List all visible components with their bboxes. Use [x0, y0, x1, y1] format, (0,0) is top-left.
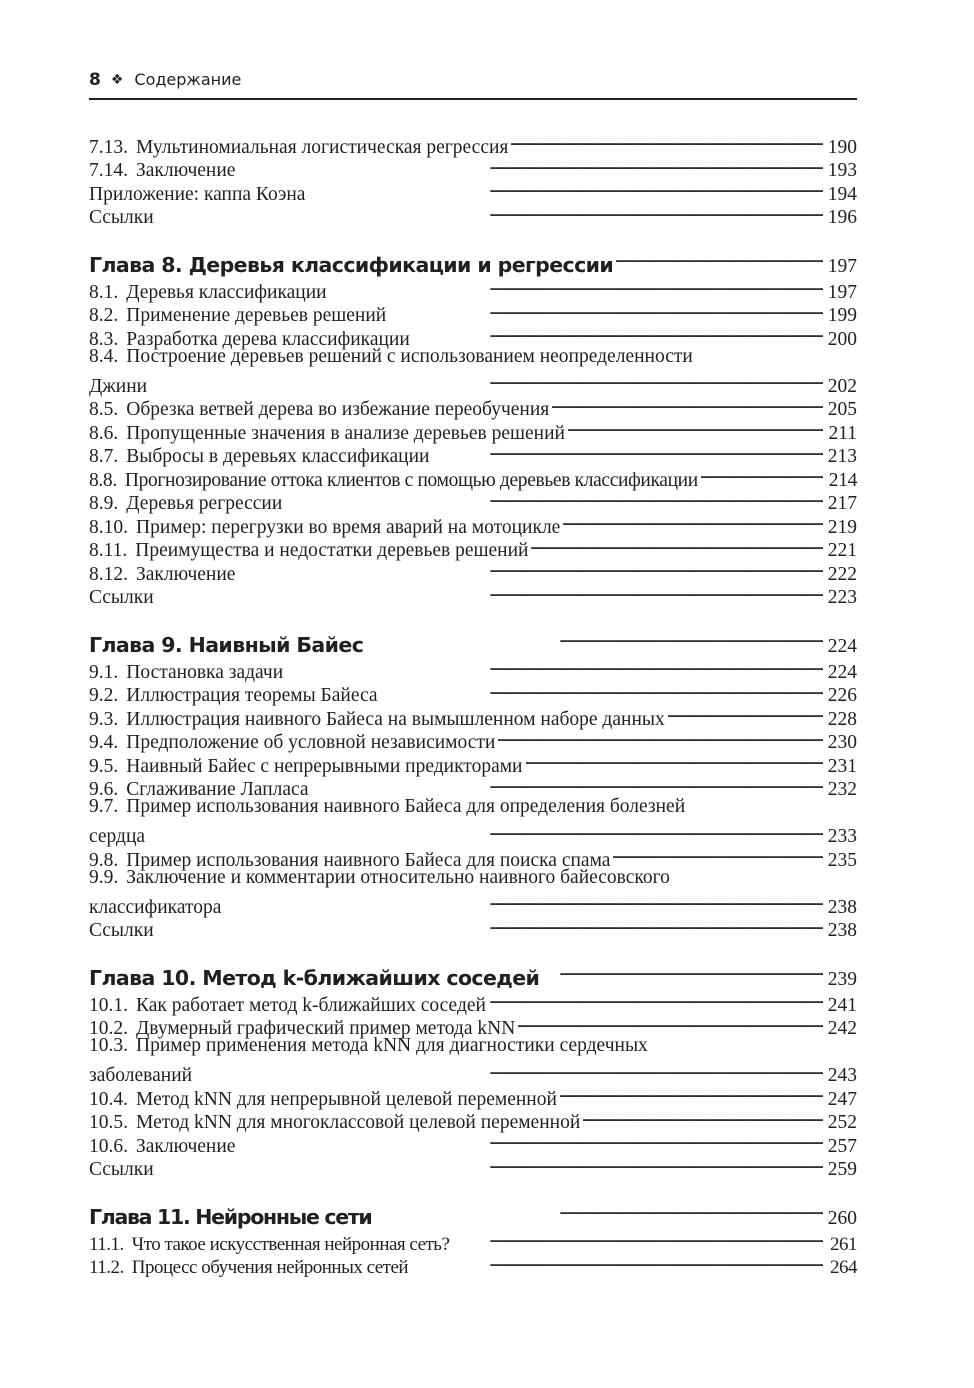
toc-entry[interactable] — [89, 913, 857, 941]
entry-number: 7.14. — [89, 160, 128, 181]
entry-title: Заключение — [136, 160, 236, 181]
entry-page: 223 — [827, 587, 857, 608]
entry-page: 243 — [827, 1065, 857, 1086]
dot-leader — [157, 200, 823, 224]
dot-leader — [413, 321, 823, 345]
dot-leader — [518, 1011, 823, 1035]
dot-leader — [568, 415, 823, 439]
entry-number: 9.4. — [89, 732, 119, 753]
dot-leader — [616, 244, 823, 272]
entry-title: Заключение — [136, 563, 236, 585]
entry-title: Разработка дерева классификации — [126, 328, 410, 350]
toc-entry-line1[interactable] — [89, 345, 857, 369]
entry-number: 9.1. — [89, 661, 119, 683]
toc-entry[interactable] — [89, 368, 857, 397]
toc-entry[interactable] — [89, 889, 857, 918]
entry-title: Деревья регрессии — [126, 493, 283, 514]
chapter-heading[interactable] — [89, 1196, 857, 1229]
chapter-page: 260 — [827, 1208, 857, 1229]
toc-entry[interactable] — [89, 1058, 857, 1086]
entry-number: 8.8. — [89, 469, 117, 491]
chapter-title: Глава 11. Нейронные сети — [89, 1205, 372, 1229]
entry-page: 264 — [830, 1257, 857, 1278]
entry-number: 8.9. — [89, 493, 119, 514]
dot-leader — [148, 819, 823, 843]
entry-page: 257 — [827, 1135, 857, 1157]
entry-page: 261 — [830, 1233, 857, 1255]
dot-leader — [157, 1152, 823, 1176]
entry-page: 217 — [827, 493, 857, 514]
entry-number: 8.2. — [89, 305, 119, 326]
toc-entry[interactable] — [89, 842, 857, 871]
entry-title: Приложение: каппа Коэна — [89, 183, 306, 205]
entry-number: 9.7. — [89, 796, 119, 817]
dot-leader — [701, 462, 823, 486]
running-head-title: Содержание — [134, 70, 242, 89]
dot-leader — [285, 486, 823, 510]
chapter-heading[interactable] — [89, 957, 857, 990]
entry-title: Пример использования наивного Байеса для поиска спама — [126, 849, 611, 871]
toc-entry[interactable] — [89, 200, 857, 228]
header-rule — [89, 98, 857, 100]
entry-number: 9.2. — [89, 685, 119, 706]
dot-leader — [489, 987, 823, 1011]
entry-title: Иллюстрация теоремы Байеса — [126, 685, 378, 706]
entry-title: Выбросы в деревьях классификации — [126, 446, 430, 467]
entry-page: 242 — [827, 1018, 857, 1039]
entry-title: Преимущества и недостатки деревьев решений — [135, 540, 529, 561]
entry-page: 194 — [827, 183, 857, 205]
dot-leader — [452, 1226, 823, 1250]
entry-title-line2: классификатора — [89, 896, 222, 918]
entry-title: Предположение об условной независимости — [126, 732, 496, 753]
entry-title: Наивный Байес с непрерывными предикторами — [126, 755, 523, 777]
entry-page: 238 — [827, 920, 857, 941]
entry-number: 11.2. — [89, 1257, 124, 1278]
dot-leader — [552, 392, 823, 416]
toc-entry[interactable] — [89, 129, 857, 158]
entry-number: 10.1. — [89, 994, 128, 1016]
entry-page: 205 — [827, 399, 857, 420]
dot-leader — [411, 1250, 823, 1274]
dot-leader — [157, 913, 823, 937]
dot-leader — [195, 1058, 823, 1082]
dot-leader — [668, 701, 823, 725]
entry-number: 8.6. — [89, 422, 119, 444]
entry-page: 226 — [827, 685, 857, 706]
entry-page: 232 — [827, 779, 857, 800]
entry-page: 193 — [827, 160, 857, 181]
dot-leader — [526, 748, 824, 772]
entry-page: 222 — [827, 563, 857, 585]
toc-entry[interactable] — [89, 1081, 857, 1110]
entry-title-line1: Заключение и комментарии относительно наивного байесовского — [126, 866, 670, 888]
entry-page: 211 — [828, 422, 857, 444]
entry-page: 252 — [827, 1112, 857, 1133]
entry-page: 213 — [827, 446, 857, 467]
entry-title: Иллюстрация наивного Байеса на вымышленном наборе данных — [126, 708, 665, 730]
entry-number: 9.3. — [89, 708, 119, 730]
entry-number: 9.5. — [89, 755, 119, 777]
chapter-heading[interactable] — [89, 244, 857, 277]
dot-leader — [238, 556, 823, 580]
dot-leader — [308, 176, 823, 200]
entry-page: 259 — [827, 1159, 857, 1180]
entry-title: Постановка задачи — [126, 661, 284, 683]
entry-number: 8.4. — [89, 345, 119, 367]
entry-page: 235 — [827, 849, 857, 871]
entry-number: 9.6. — [89, 779, 119, 800]
entry-page: 247 — [827, 1088, 857, 1110]
entry-page: 214 — [828, 469, 857, 491]
entry-number: 10.2. — [89, 1018, 128, 1039]
dot-leader — [560, 1081, 823, 1105]
entry-number: 10.6. — [89, 1135, 128, 1157]
entry-page: 231 — [827, 755, 857, 777]
entry-title-line1: Построение деревьев решений с использованием неопределенности — [126, 345, 693, 367]
dot-leader — [542, 957, 823, 985]
entry-title: Сглаживание Лапласа — [126, 779, 309, 800]
dot-leader — [613, 842, 823, 866]
entry-title: Метод kNN для непрерывной целевой переменной — [136, 1088, 557, 1110]
chapter-page: 197 — [827, 256, 857, 277]
chapter-page: 239 — [827, 969, 857, 990]
entry-title-line1: Пример использования наивного Байеса для определения болезней — [126, 796, 686, 817]
table-of-contents — [89, 129, 857, 1278]
dot-leader — [312, 772, 823, 796]
entry-page: 221 — [827, 540, 857, 561]
entry-page: 197 — [827, 281, 857, 303]
dot-leader — [583, 1105, 823, 1129]
dot-leader — [238, 1128, 823, 1152]
entry-page: 219 — [827, 516, 857, 538]
dot-leader — [366, 624, 823, 652]
entry-title: Метод kNN для многоклассовой целевой переменной — [136, 1112, 581, 1133]
entry-title: Мультиномиальная логистическая регрессия — [136, 136, 509, 158]
entry-title: Пропущенные значения в анализе деревьев решений — [126, 422, 565, 444]
toc-entry[interactable] — [89, 580, 857, 608]
entry-title-line2: сердца — [89, 826, 146, 847]
entry-title: Пример: перегрузки во время аварий на мотоцикле — [136, 516, 561, 538]
dot-leader — [150, 368, 823, 392]
dot-leader — [563, 509, 823, 533]
entry-title: Как работает метод k-ближайших соседей — [136, 994, 486, 1016]
entry-title: Обрезка ветвей дерева во избежание переобучения — [126, 399, 550, 420]
entry-number: 10.4. — [89, 1088, 128, 1110]
entry-page: 200 — [827, 328, 857, 350]
dot-leader — [224, 889, 823, 913]
running-head — [89, 70, 857, 94]
entry-number: 8.5. — [89, 399, 119, 420]
entry-title: Ссылки — [89, 587, 154, 608]
entry-number: 8.11. — [89, 540, 128, 561]
entry-page: 230 — [827, 732, 857, 753]
dot-leader — [375, 1196, 824, 1224]
entry-title-line2: Джини — [89, 375, 148, 397]
dot-leader — [238, 153, 823, 177]
entry-number: 8.12. — [89, 563, 128, 585]
entry-title: Прогнозирование оттока клиентов с помощью деревьев классификации — [124, 469, 698, 491]
toc-page — [89, 70, 857, 1278]
entry-title: Применение деревьев решений — [126, 305, 387, 326]
entry-title: Заключение — [136, 1135, 236, 1157]
dot-leader — [157, 580, 823, 604]
entry-page: 199 — [827, 305, 857, 326]
dot-leader — [389, 298, 823, 322]
entry-page: 202 — [827, 375, 857, 397]
ornament-icon: ❖ — [110, 72, 124, 88]
dot-leader — [432, 439, 823, 463]
chapter-title: Глава 8. Деревья классификации и регрессии — [89, 253, 614, 277]
entry-page: 190 — [827, 136, 857, 158]
toc-entry[interactable] — [89, 819, 857, 847]
entry-page: 233 — [827, 826, 857, 847]
toc-entry[interactable] — [89, 392, 857, 420]
entry-number: 9.8. — [89, 849, 119, 871]
toc-entry-line1[interactable] — [89, 866, 857, 890]
entry-title: Процесс обучения нейронных сетей — [131, 1257, 409, 1278]
entry-number: 8.7. — [89, 446, 119, 467]
dot-leader — [286, 654, 823, 678]
entry-number: 8.1. — [89, 281, 119, 303]
chapter-page: 224 — [827, 636, 857, 657]
toc-entry-line1[interactable] — [89, 1034, 857, 1058]
chapter-heading[interactable] — [89, 624, 857, 657]
entry-page: 228 — [827, 708, 857, 730]
entry-title-line1: Пример применения метода kNN для диагностики сердечных — [136, 1035, 648, 1056]
entry-title-line2: заболеваний — [89, 1065, 193, 1086]
entry-page: 196 — [827, 207, 857, 228]
entry-title: Ссылки — [89, 207, 154, 228]
toc-entry-line1[interactable] — [89, 795, 857, 819]
entry-page: 241 — [827, 994, 857, 1016]
entry-number: 10.5. — [89, 1112, 128, 1133]
entry-title: Деревья классификации — [126, 281, 327, 303]
entry-number: 8.3. — [89, 328, 119, 350]
entry-page: 224 — [827, 661, 857, 683]
entry-number: 8.10. — [89, 516, 128, 538]
page-number: 8 — [89, 70, 101, 90]
entry-number: 10.3. — [89, 1035, 128, 1056]
entry-number: 11.1. — [89, 1233, 124, 1255]
dot-leader — [381, 678, 823, 702]
chapter-title: Глава 10. Метод k-ближайших соседей — [89, 966, 540, 990]
entry-number: 7.13. — [89, 136, 128, 158]
dot-leader — [531, 533, 823, 557]
toc-entry[interactable] — [89, 1152, 857, 1180]
dot-leader — [511, 129, 823, 153]
entry-page: 238 — [827, 896, 857, 918]
dot-leader — [498, 725, 823, 749]
entry-title: Двумерный графический пример метода kNN — [136, 1018, 516, 1039]
entry-number: 9.9. — [89, 866, 119, 888]
entry-title: Ссылки — [89, 1159, 154, 1180]
entry-title: Ссылки — [89, 920, 154, 941]
entry-title: Что такое искусственная нейронная сеть? — [131, 1233, 450, 1255]
chapter-title: Глава 9. Наивный Байес — [89, 633, 364, 657]
dot-leader — [330, 274, 823, 298]
